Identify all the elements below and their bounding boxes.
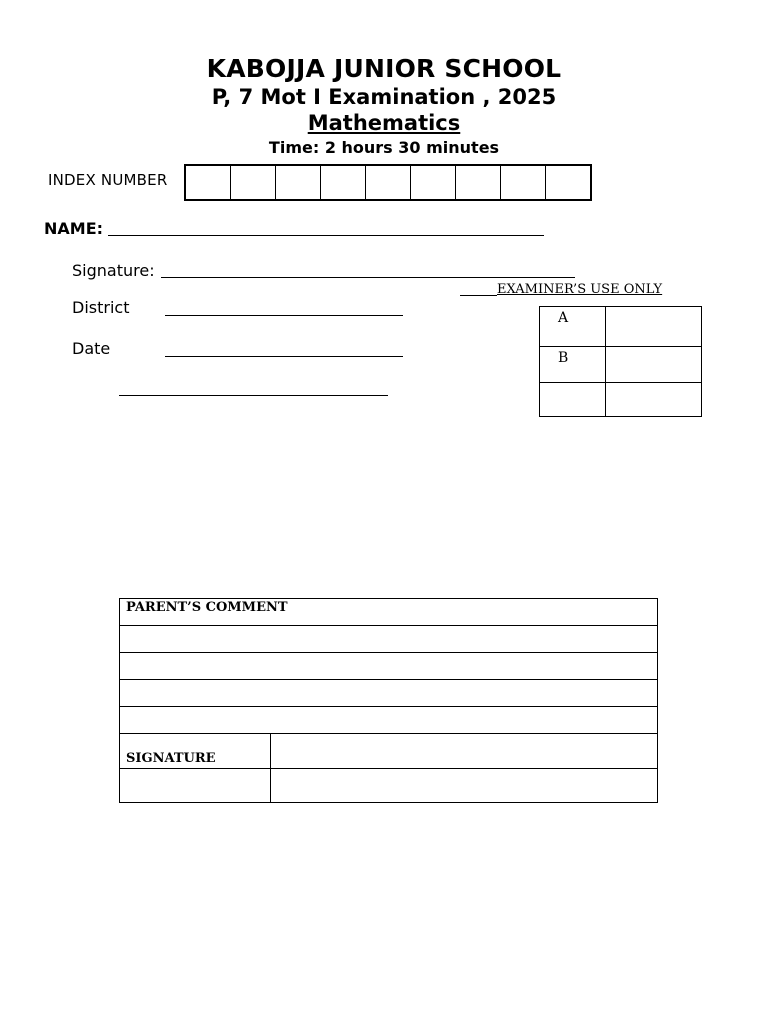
district-label: District <box>72 298 130 317</box>
date-label: Date <box>72 339 111 358</box>
examiner-row-label <box>540 383 606 417</box>
name-line[interactable] <box>108 235 544 236</box>
exam-title: P, 7 Mot I Examination , 2025 <box>211 85 557 109</box>
index-digit-box[interactable] <box>546 166 590 199</box>
examiner-row-label: A <box>540 307 606 347</box>
exam-duration: Time: 2 hours 30 minutes <box>268 138 500 157</box>
index-digit-box[interactable] <box>366 166 411 199</box>
blank-line <box>119 395 388 396</box>
comment-line[interactable] <box>120 707 658 734</box>
parent-comment-table <box>119 598 658 803</box>
school-name: KABOJJA JUNIOR SCHOOL <box>206 54 562 83</box>
examiner-total-cell[interactable] <box>606 383 702 417</box>
examiner-table <box>539 306 702 417</box>
examiner-title-lead-line <box>460 295 497 296</box>
examiner-use-only-title: EXAMINER’S USE ONLY <box>497 282 663 297</box>
index-number-label: INDEX NUMBER <box>48 171 168 189</box>
date-line[interactable] <box>165 356 403 357</box>
index-digit-box[interactable] <box>321 166 366 199</box>
index-digit-box[interactable] <box>411 166 456 199</box>
examiner-score-cell[interactable] <box>606 347 702 383</box>
district-line[interactable] <box>165 315 403 316</box>
comment-line[interactable] <box>120 653 658 680</box>
index-number-boxes <box>184 164 592 201</box>
index-digit-box[interactable] <box>231 166 276 199</box>
index-digit-box[interactable] <box>276 166 321 199</box>
name-label: NAME: <box>44 219 104 238</box>
parent-comment-label: PARENT’S COMMENT <box>120 599 658 626</box>
index-digit-box[interactable] <box>456 166 501 199</box>
examiner-score-cell[interactable] <box>606 307 702 347</box>
comment-line[interactable] <box>120 680 658 707</box>
signature-blank-cell[interactable] <box>120 769 271 803</box>
index-digit-box[interactable] <box>186 166 231 199</box>
signature-label: Signature: <box>72 261 155 280</box>
signature-blank-cell[interactable] <box>271 769 658 803</box>
parent-signature-label: SIGNATURE <box>120 734 271 769</box>
examiner-row-label: B <box>540 347 606 383</box>
subject-title: Mathematics <box>307 111 461 135</box>
comment-line[interactable] <box>120 626 658 653</box>
index-digit-box[interactable] <box>501 166 546 199</box>
signature-line[interactable] <box>161 277 575 278</box>
parent-signature-field[interactable] <box>271 734 658 769</box>
